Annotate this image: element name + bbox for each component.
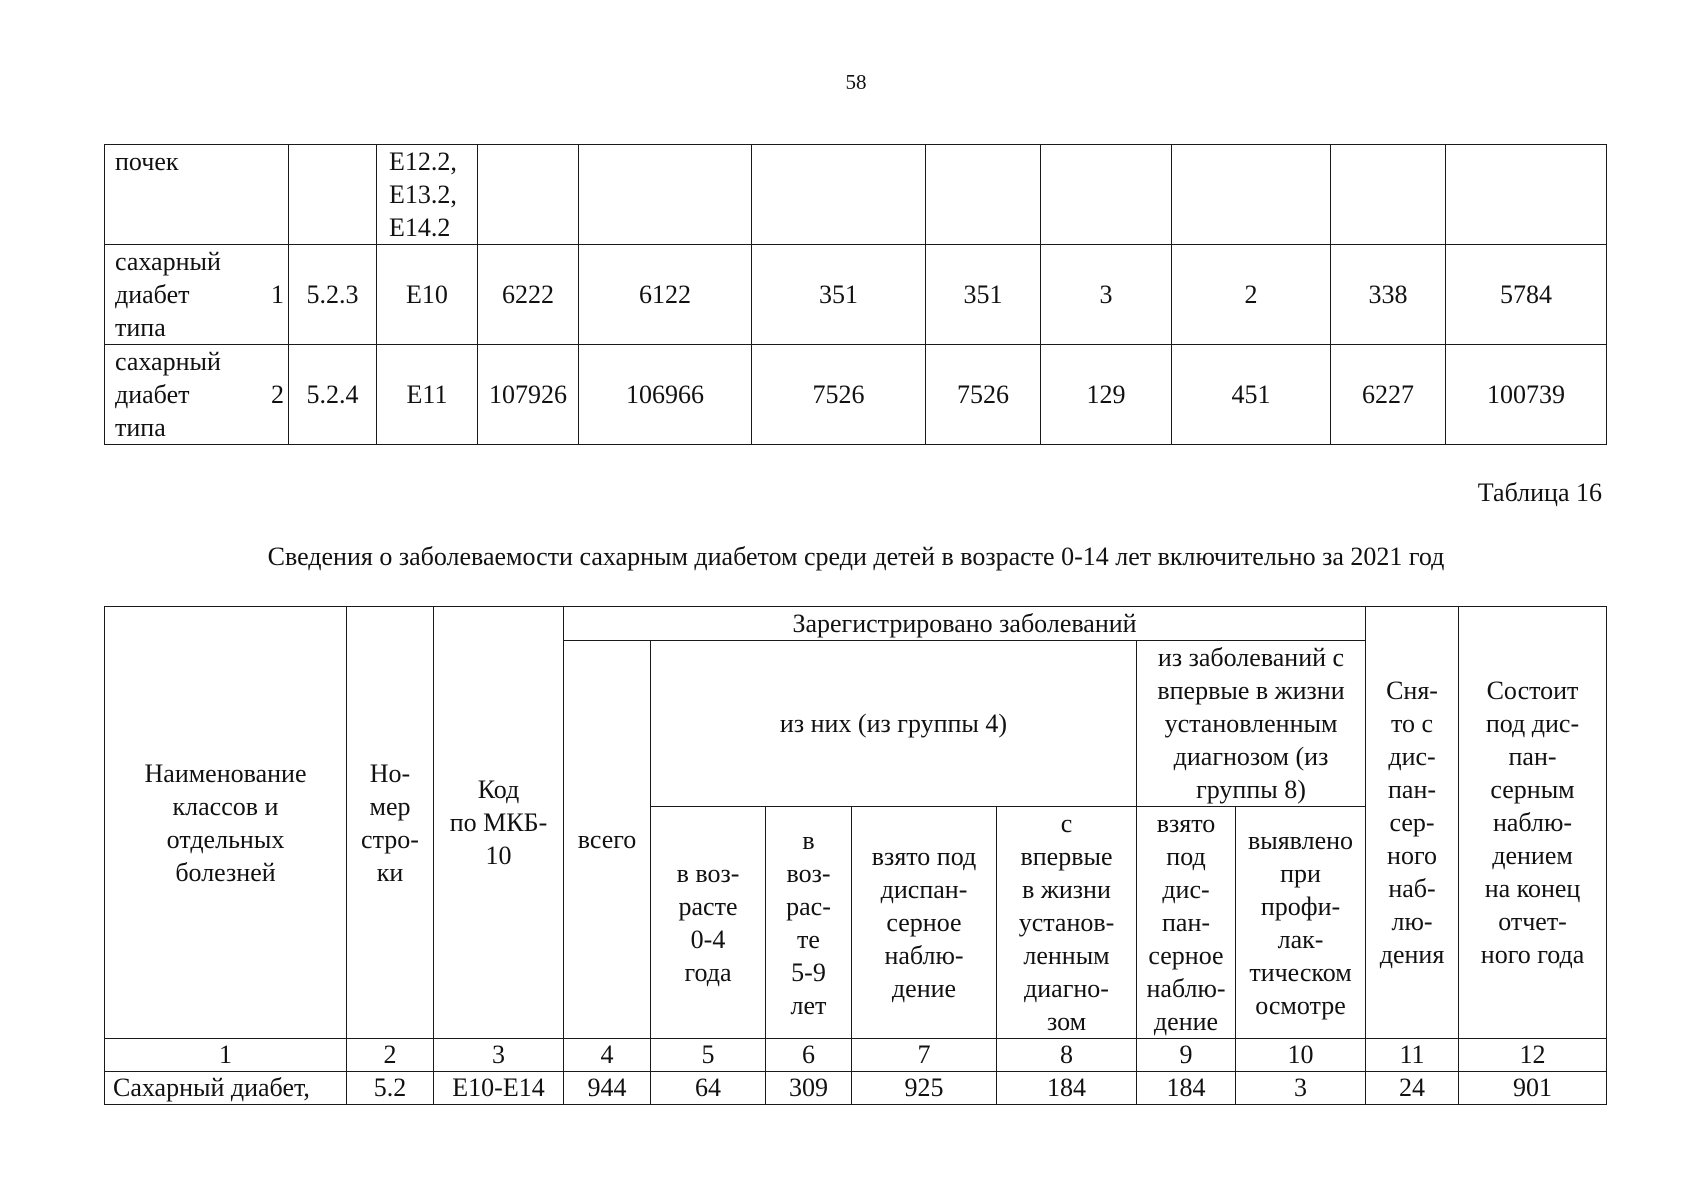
disease-name-cell: сахарный диабет 1 типа: [105, 245, 289, 345]
header-icd-code: Код по МКБ- 10: [434, 607, 564, 1039]
table-row: [105, 345, 1607, 445]
value-cell: 944: [564, 1072, 651, 1105]
value-cell: 925: [852, 1072, 997, 1105]
table-label: Таблица 16: [1477, 478, 1602, 507]
value-cell: [1172, 145, 1331, 245]
value-cell: 100739: [1446, 345, 1607, 445]
header-removed: Сня- то с дис- пан- сер- ного наб- лю- дения: [1366, 607, 1459, 1039]
icd-code-cell: E11: [377, 345, 478, 445]
column-number: 6: [766, 1039, 852, 1072]
table-title: Сведения о заболеваемости сахарным диабетом среди детей в возрасте 0-14 лет включительно за 2021 год: [267, 542, 1445, 571]
value-cell: 3: [1236, 1072, 1366, 1105]
value-cell: [752, 145, 926, 245]
column-number: 10: [1236, 1039, 1366, 1072]
value-cell: 3: [1041, 245, 1172, 345]
value-cell: [926, 145, 1041, 245]
table-row: [105, 145, 1607, 245]
column-number: 9: [1137, 1039, 1236, 1072]
header-of-new: из заболеваний с впервые в жизни установленным диагнозом (из группы 8): [1137, 641, 1366, 807]
continued-table: [104, 144, 1607, 445]
value-cell: 338: [1331, 245, 1446, 345]
header-age-5-9: в воз- рас- те 5-9 лет: [766, 807, 852, 1039]
column-number: 7: [852, 1039, 997, 1072]
value-cell: 106966: [579, 345, 752, 445]
header-age-0-4: в воз- расте 0-4 года: [651, 807, 766, 1039]
value-cell: 129: [1041, 345, 1172, 445]
line-number-cell: [289, 145, 377, 245]
value-cell: 7526: [926, 345, 1041, 445]
value-cell: 184: [997, 1072, 1137, 1105]
line-number-cell: 5.2.4: [289, 345, 377, 445]
table-16: [104, 606, 1607, 1105]
column-number: 4: [564, 1039, 651, 1072]
column-number: 5: [651, 1039, 766, 1072]
page-number: 58: [845, 70, 867, 94]
value-cell: 5784: [1446, 245, 1607, 345]
header-of-them: из них (из группы 4): [651, 641, 1137, 807]
value-cell: 901: [1459, 1072, 1607, 1105]
value-cell: 2: [1172, 245, 1331, 345]
disease-name-cell: почек: [105, 145, 289, 245]
line-number-cell: 5.2.3: [289, 245, 377, 345]
icd-code-cell: E12.2, E13.2, E14.2: [377, 145, 478, 245]
value-cell: 351: [926, 245, 1041, 345]
column-number: 8: [997, 1039, 1137, 1072]
disease-name-cell: Сахарный диабет,: [105, 1072, 347, 1105]
value-cell: 451: [1172, 345, 1331, 445]
value-cell: 309: [766, 1072, 852, 1105]
header-line-number: Но- мер стро- ки: [347, 607, 434, 1039]
header-row: [105, 607, 1607, 641]
value-cell: 184: [1137, 1072, 1236, 1105]
icd-code-cell: E10-E14: [434, 1072, 564, 1105]
value-cell: 6222: [478, 245, 579, 345]
table-row: [105, 1072, 1607, 1105]
value-cell: 24: [1366, 1072, 1459, 1105]
column-number: 1: [105, 1039, 347, 1072]
value-cell: 64: [651, 1072, 766, 1105]
value-cell: 107926: [478, 345, 579, 445]
value-cell: 7526: [752, 345, 926, 445]
column-number: 12: [1459, 1039, 1607, 1072]
value-cell: [1331, 145, 1446, 245]
header-registered: Зарегистрировано заболеваний: [564, 607, 1366, 641]
column-number-row: [105, 1039, 1607, 1072]
value-cell: [1041, 145, 1172, 245]
value-cell: 6122: [579, 245, 752, 345]
line-number-cell: 5.2: [347, 1072, 434, 1105]
column-number: 3: [434, 1039, 564, 1072]
value-cell: 351: [752, 245, 926, 345]
header-disease-name: Наименование классов и отдельных болезней: [105, 607, 347, 1039]
disease-name-cell: сахарный диабет 2 типа: [105, 345, 289, 445]
value-cell: [1446, 145, 1607, 245]
column-number: 11: [1366, 1039, 1459, 1072]
value-cell: [478, 145, 579, 245]
header-total: всего: [564, 641, 651, 1039]
value-cell: [579, 145, 752, 245]
header-taken-new: взято под дис- пан- серное наблю- дение: [1137, 807, 1236, 1039]
icd-code-cell: E10: [377, 245, 478, 345]
table-row: [105, 245, 1607, 345]
column-number: 2: [347, 1039, 434, 1072]
header-found-prof: выявлено при профи- лак- тическом осмотре: [1236, 807, 1366, 1039]
header-taken: взято под диспан- серное наблю- дение: [852, 807, 997, 1039]
value-cell: 6227: [1331, 345, 1446, 445]
header-first-time: с впервые в жизни установ- ленным диагно- зом: [997, 807, 1137, 1039]
header-at-end: Состоит под дис- пан- серным наблю- дением на конец отчет- ного года: [1459, 607, 1607, 1039]
